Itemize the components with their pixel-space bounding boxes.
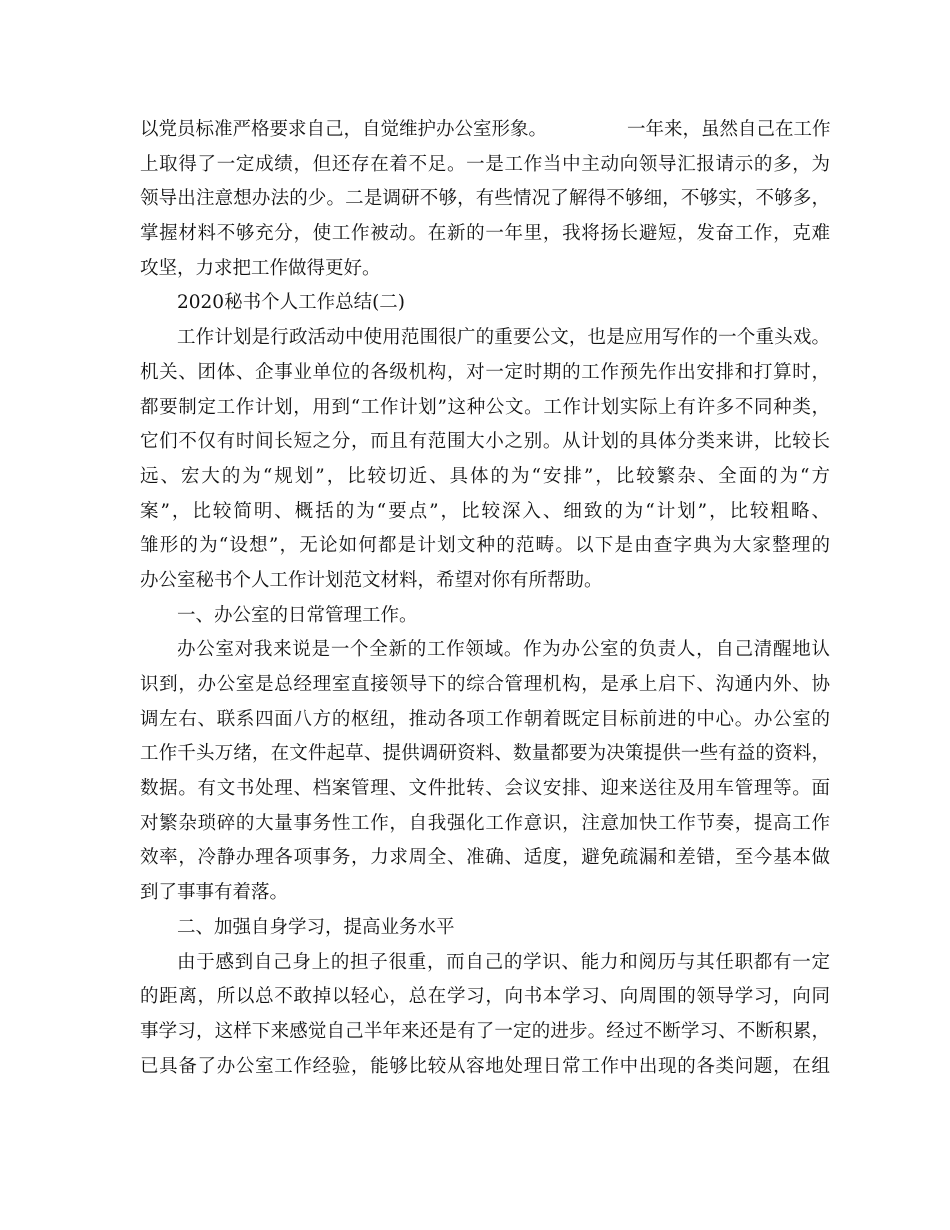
paragraph-line: 调左右、联系四面八方的枢纽，推动各项工作朝着既定目标前进的中心。办公室的: [140, 708, 830, 730]
paragraph-line: 效率，冷静办理各项事务，力求周全、准确、适度，避免疏漏和差错，至今基本做: [140, 847, 830, 869]
paragraph-line: 攻坚，力求把工作做得更好。: [140, 257, 381, 279]
paragraph-line: [140, 113, 830, 148]
paragraph-line: 数据。有文书处理、档案管理、文件批转、会议安排、迎来送往及用车管理等。面: [140, 778, 830, 800]
paragraph-line: 由于感到自己身上的担子很重，而自己的学识、能力和阅历与其任职都有一定: [177, 951, 830, 973]
document-body: [140, 113, 830, 1084]
paragraph-line: 案”，比较简明、概括的为“要点”，比较深入、细致的为“计划”，比较粗略、: [140, 500, 830, 522]
paragraph-line: 它们不仅有时间长短之分，而且有范围大小之别。从计划的具体分类来讲，比较长: [140, 431, 830, 453]
paragraph-line: 远、宏大的为“规划”，比较切近、具体的为“安排”，比较繁杂、全面的为“方: [140, 465, 830, 487]
section-heading: 二、加强自身学习，提高业务水平: [177, 916, 455, 938]
paragraph-line: 办公室对我来说是一个全新的工作领域。作为办公室的负责人，自己清醒地认: [177, 639, 830, 661]
text-span: 以党员标准严格要求自己，自觉维护办公室形象。: [140, 119, 548, 140]
section-heading: 一、办公室的日常管理工作。: [177, 604, 418, 626]
paragraph-line: 雏形的为“设想”，无论如何都是计划文种的范畴。以下是由查字典为大家整理的: [140, 535, 830, 557]
paragraph-line: 机关、团体、企事业单位的各级机构，对一定时期的工作预先作出安排和打算时，: [140, 361, 830, 383]
paragraph-line: 已具备了办公室工作经验，能够比较从容地处理日常工作中出现的各类问题，在组: [140, 1055, 830, 1077]
paragraph-line: 的距离，所以总不敢掉以轻心，总在学习，向书本学习、向周围的领导学习，向同: [140, 986, 830, 1008]
paragraph-line: 识到，办公室是总经理室直接领导下的综合管理机构，是承上启下、沟通内外、协: [140, 674, 830, 695]
paragraph-line: 领导出注意想办法的少。二是调研不够，有些情况了解得不够细，不够实，不够多，: [140, 188, 830, 210]
paragraph-line: 办公室秘书个人工作计划范文材料，希望对你有所帮助。: [140, 569, 603, 591]
paragraph-line: 到了事事有着落。: [140, 882, 289, 904]
paragraph-line: 工作千头万绪，在文件起草、提供调研资料、数量都要为决策提供一些有益的资料，: [140, 743, 830, 765]
paragraph-line: 对繁杂琐碎的大量事务性工作，自我强化工作意识，注意加快工作节奏，提高工作: [140, 812, 830, 834]
paragraph-line: 工作计划是行政活动中使用范围很广的重要公文，也是应用写作的一个重头戏。: [177, 327, 830, 349]
paragraph-line: 掌握材料不够充分，使工作被动。在新的一年里，我将扬长避短，发奋工作，克难: [140, 223, 830, 245]
section-title: 2020秘书个人工作总结(二): [177, 292, 406, 314]
paragraph-line: 事学习，这样下来感觉自己半年来还是有了一定的进步。经过不断学习、不断积累，: [140, 1020, 830, 1042]
text-span: 一年来，虽然自己在工作: [627, 119, 831, 140]
paragraph-line: 上取得了一定成绩，但还存在着不足。一是工作当中主动向领导汇报请示的多，为: [140, 153, 830, 175]
paragraph-line: 都要制定工作计划，用到“工作计划”这种公文。工作计划实际上有许多不同种类，: [140, 396, 830, 418]
